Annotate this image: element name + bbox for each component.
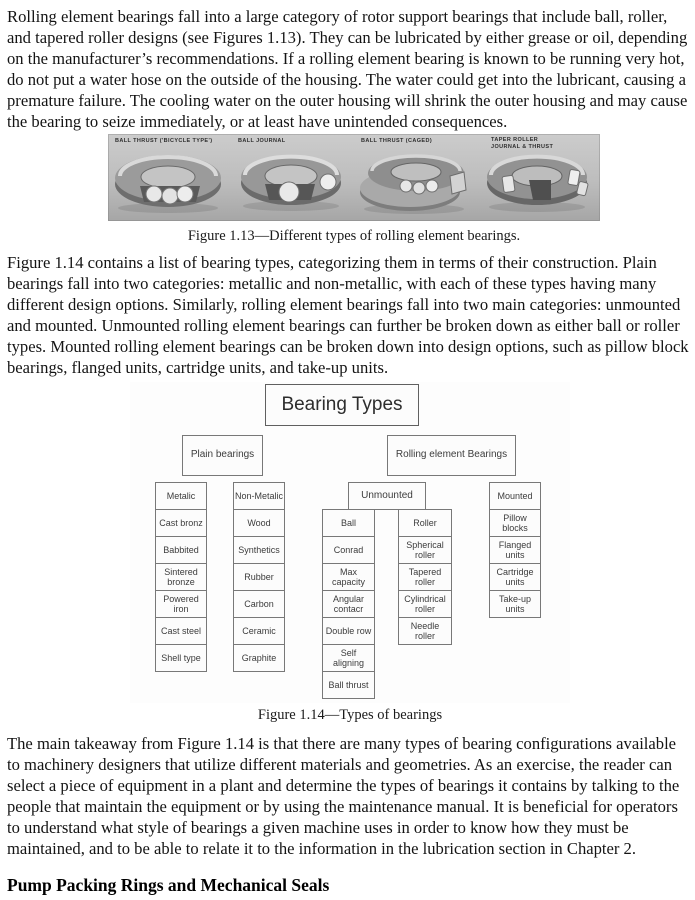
diagram-stack-metalic xyxy=(155,482,207,672)
diagram-box: Cast steel xyxy=(155,617,207,645)
figure-1-14 xyxy=(130,382,570,724)
photo-panel-ball-thrust-bicycle xyxy=(108,134,231,221)
diagram-box: Graphite xyxy=(233,644,285,672)
diagram-box: Babbited xyxy=(155,536,207,564)
diagram-box-unmounted: Unmounted xyxy=(348,482,426,510)
diagram-box-plain-bearings: Plain bearings xyxy=(182,435,263,476)
paragraph-figure-14-intro: Figure 1.14 contains a list of bearing types, categorizing them in terms of their construction. Plain bearings fall into two categories: metallic and non-metallic, with each of these types having many different design options. Similarly, rolling element bearings fall into two main categories: unmounted and mounted. Unmounted rolling element bearings can further be broken down as either ball or roller types. Mounted rolling element bearings can be broken down into design options, such as pillow block bearings, flanged units, cartridge units, and take-up units. xyxy=(7,253,689,377)
diagram-box: Self aligning xyxy=(322,644,375,672)
figure-1-14-caption: Figure 1.14—Types of bearings xyxy=(257,707,443,723)
diagram-stack-mounted xyxy=(489,482,541,618)
diagram-stack-non-metalic xyxy=(233,482,285,672)
diagram-box: Powered iron xyxy=(155,590,207,618)
paragraph-takeaway: The main takeaway from Figure 1.14 is that there are many types of bearing configurations available to machinery designers that utilize different materials and geometries. As an exercise, the reader can select a piece of equipment in a plant and determine the types of bearings it contains by talking to the people that maintain the equipment or by using the maintenance manual. It is beneficial for operators to understand what style of bearings a given machine uses in order to know how they must be maintained, and to be able to relate it to the information in the lubrication section in Chapter 2. xyxy=(7,734,680,858)
diagram-box: Angular contacr xyxy=(322,590,375,618)
diagram-box: Carbon xyxy=(233,590,285,618)
diagram-stack-ball xyxy=(322,509,375,699)
diagram-box: Ball thrust xyxy=(322,671,375,699)
photo-label: TAPER ROLLER JOURNAL & THRUST xyxy=(491,137,554,150)
photo-panel-ball-thrust-caged xyxy=(354,134,477,221)
ball-thrust-bicycle-bearing-icon xyxy=(108,146,231,218)
diagram-box: Take-up units xyxy=(489,590,541,618)
diagram-box: Cast bronz xyxy=(155,509,207,537)
diagram-box: Roller xyxy=(398,509,452,537)
diagram-box: Wood xyxy=(233,509,285,537)
section-heading-pump-packing: Pump Packing Rings and Mechanical Seals xyxy=(7,875,330,895)
diagram-box: Non-Metalic xyxy=(233,482,285,510)
diagram-box: Cartridge units xyxy=(489,563,541,591)
photo-label: BALL THRUST ('BICYCLE TYPE') xyxy=(115,138,213,144)
ball-thrust-caged-bearing-icon xyxy=(354,146,477,218)
diagram-box: Needle roller xyxy=(398,617,452,645)
figure-1-13-caption: Figure 1.13—Different types of rolling element bearings. xyxy=(187,228,521,244)
ball-journal-bearing-icon xyxy=(231,146,354,218)
diagram-box: Cylindrical roller xyxy=(398,590,452,618)
paragraph-intro: Rolling element bearings fall into a large category of rotor support bearings that include ball, roller, and tapered roller designs (see Figures 1.13). They can be lubricated by either grease or oil, depending on the manufacturer’s recommendations. If a rolling element bearing is known to be running very hot, do not put a water hose on the outside of the housing. The water could get into the lubricant, causing a premature failure. The cooling water on the outer housing will shrink the outer housing and may cause the bearing to seize immediately, or at least have unintended consequences. xyxy=(7,7,688,131)
diagram-box: Ball xyxy=(322,509,375,537)
figure-1-13 xyxy=(108,134,600,245)
diagram-box: Tapered roller xyxy=(398,563,452,591)
diagram-box: Mounted xyxy=(489,482,541,510)
diagram-box: Rubber xyxy=(233,563,285,591)
diagram-box: Ceramic xyxy=(233,617,285,645)
diagram-box: Shell type xyxy=(155,644,207,672)
diagram-box: Spherical roller xyxy=(398,536,452,564)
photo-label: BALL THRUST (CAGED) xyxy=(361,138,433,144)
photo-panel-taper-roller xyxy=(477,134,600,221)
bearing-types-diagram xyxy=(130,382,570,703)
diagram-box: Flanged units xyxy=(489,536,541,564)
diagram-box: Conrad xyxy=(322,536,375,564)
taper-roller-bearing-icon xyxy=(477,146,600,218)
diagram-box: Metalic xyxy=(155,482,207,510)
photo-panel-ball-journal xyxy=(231,134,354,221)
diagram-stack-roller xyxy=(398,509,452,645)
diagram-box: Sintered bronze xyxy=(155,563,207,591)
diagram-box: Double row xyxy=(322,617,375,645)
diagram-box: Max capacity xyxy=(322,563,375,591)
diagram-box: Synthetics xyxy=(233,536,285,564)
diagram-box-bearing-types: Bearing Types xyxy=(265,384,419,426)
diagram-box-rolling-element-bearings: Rolling element Bearings xyxy=(387,435,516,476)
photo-label: BALL JOURNAL xyxy=(238,138,286,144)
diagram-box: Pillow blocks xyxy=(489,509,541,537)
bearings-photo xyxy=(108,134,600,221)
